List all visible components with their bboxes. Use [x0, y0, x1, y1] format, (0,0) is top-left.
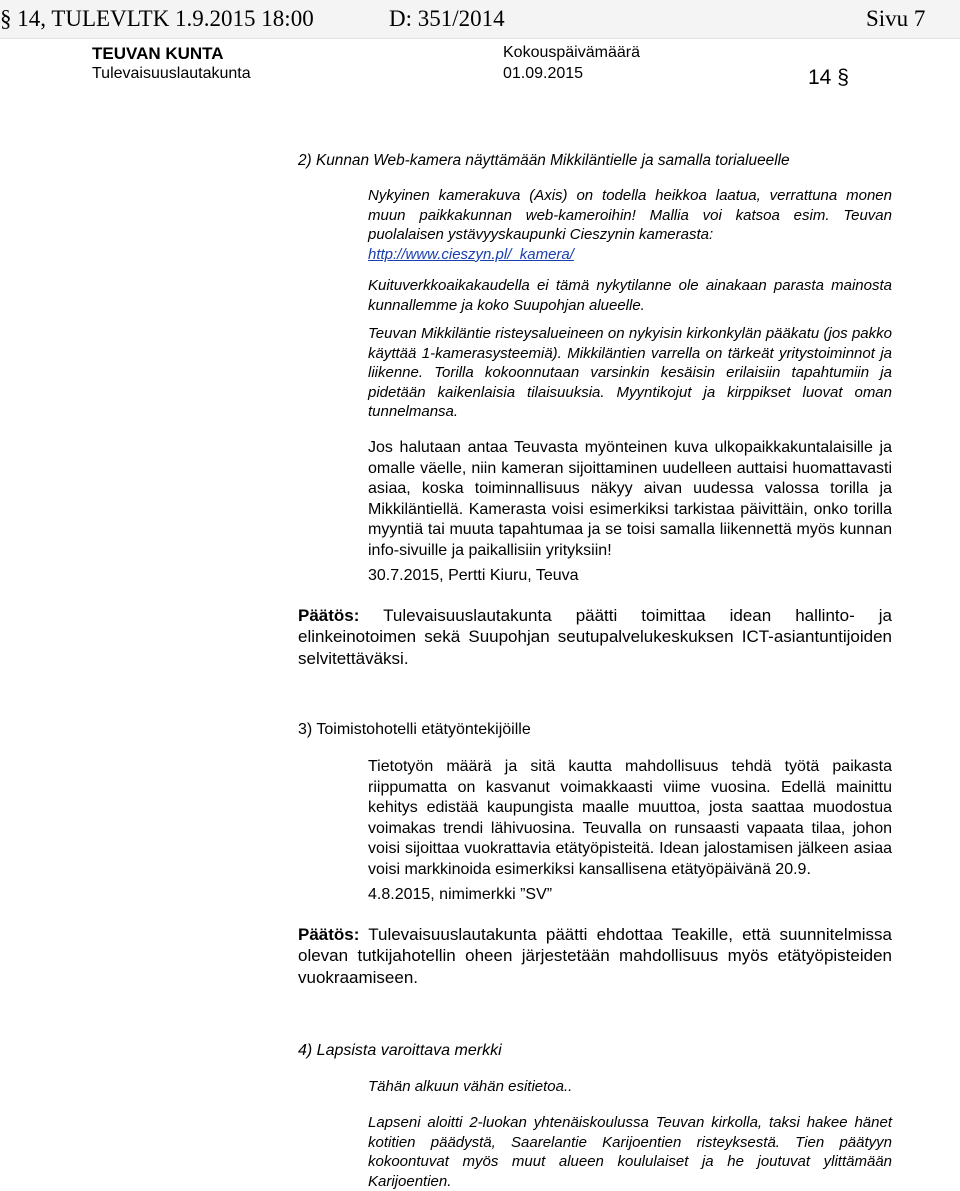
section-reference: § 14, TULEVLTK 1.9.2015 18:00 — [0, 6, 314, 31]
item3-decision — [298, 924, 892, 988]
organization-name: TEUVAN KUNTA — [92, 44, 224, 63]
meeting-date: 01.09.2015 — [503, 65, 584, 82]
page-number: Sivu 7 — [866, 6, 926, 31]
item4-paragraph-1: Tähän alkuun vähän esitietoa.. — [368, 1078, 573, 1095]
date-label: Kokouspäivämäärä — [503, 44, 640, 61]
item3-title: 3) Toimistohotelli etätyöntekijöille — [298, 721, 531, 738]
item2-paragraph-3: Teuvan Mikkiläntie risteysalueineen on nykyisin kirkonkylän pääkatu (jos pakko käyttää 1-kamerasysteemiä). Mikkiläntien varrella on tärkeät yritystoiminnot ja liikenne. Torilla kokoonnutaan varsinkin kesäisin erilaisiin tapahtumiin ja pidetään kaikenlaisia tilaisuuksia. Myyntikojut ja kirppikset luovat oman tunnelmansa. — [368, 325, 892, 421]
item3-signature: 4.8.2015, nimimerkki ”SV” — [368, 886, 553, 903]
decision-label: Päätös: — [298, 606, 360, 625]
decision-label: Päätös: — [298, 925, 360, 944]
cieszyn-camera-link[interactable]: http://www.cieszyn.pl/_kamera/ — [368, 245, 574, 263]
item2-decision — [298, 605, 892, 669]
item2-title: 2) Kunnan Web-kamera näyttämään Mikkiläntielle ja samalla torialueelle — [298, 152, 790, 169]
item2-paragraph-2: Kuituverkkoaikakaudella ei tämä nykytilanne ole ainakaan parasta mainosta kunnallemme ja koko Suupohjan alueelle. — [368, 277, 892, 314]
item2-paragraph-4: Jos halutaan antaa Teuvasta myönteinen kuva ulkopaikkakuntalaisille ja omalle väelle, niin kameran sijoittaminen uudelleen auttaisi huomattavasti asiaa, koska toiminnallisuus näkyy aivan uudessa valossa torilla ja Mikkiläntiellä. Kamerasta voisi esimerkiksi tarkistaa päivittäin, onko torilla myyntiä tai muuta tapahtumaa ja se toisi samalla liikennettä myös kunnan info-sivuille ja paikallisiin yrityksiin! — [368, 439, 892, 559]
item3-decision-text: Tulevaisuuslautakunta päätti ehdottaa Teakille, että suunnitelmissa olevan tutkijahotellin oheen järjestetään mahdollisuus myös etätyöpisteiden vuokraamiseen. — [298, 925, 892, 987]
item4-title: 4) Lapsista varoittava merkki — [298, 1042, 502, 1059]
item4-paragraph-2: Lapseni aloitti 2-luokan yhtenäiskoulussa Teuvan kirkolla, taksi hakee hänet kotitien päädystä, Saarelantie Karijoentien risteyksestä. Tien päätyyn kokoontuvat myös muut alueen koululaiset ja he joutuvat ylittämään Karijoentien. — [368, 1114, 892, 1190]
item3-paragraph-1: Tietotyön määrä ja sitä kautta mahdollisuus tehdä työtä paikasta riippumatta on kasvanut voimakkaasti viime vuosina. Edellä mainittu kehitys edistää kaupungista maalle muuttoa, josta saattaa muodostua voimakas trendi lähivuosina. Teuvalla on runsaasti vapaata tilaa, johon voisi sijoittaa vuokrattavia etätyöpisteitä. Idean jalostamisen jälkeen asiaa voisi markkinoida esimerkiksi kansallisena etätyöpäivänä 20.9. — [368, 758, 892, 878]
item2-signature: 30.7.2015, Pertti Kiuru, Teuva — [368, 567, 579, 584]
item2-paragraph-1-text: Nykyinen kamerakuva (Axis) on todella heikkoa laatua, verrattuna monen muun paikkakunnan web-kameroihin! Mallia voi katsoa esim. Teuvan puolalaisen ystävyyskaupunki Cieszynin kamerasta: — [368, 187, 892, 244]
document-top-bar — [0, 0, 960, 39]
record-number: D: 351/2014 — [389, 6, 505, 31]
item2-decision-text: Tulevaisuuslautakunta päätti toimittaa idean hallinto- ja elinkeinotoimen sekä Suupohjan seutupalvelukeskuksen ICT-asiantuntijoiden selvitettäväksi. — [298, 606, 892, 668]
item2-paragraph-1 — [368, 186, 892, 264]
board-name: Tulevaisuuslautakunta — [92, 65, 251, 82]
section-number: 14 § — [808, 66, 849, 89]
